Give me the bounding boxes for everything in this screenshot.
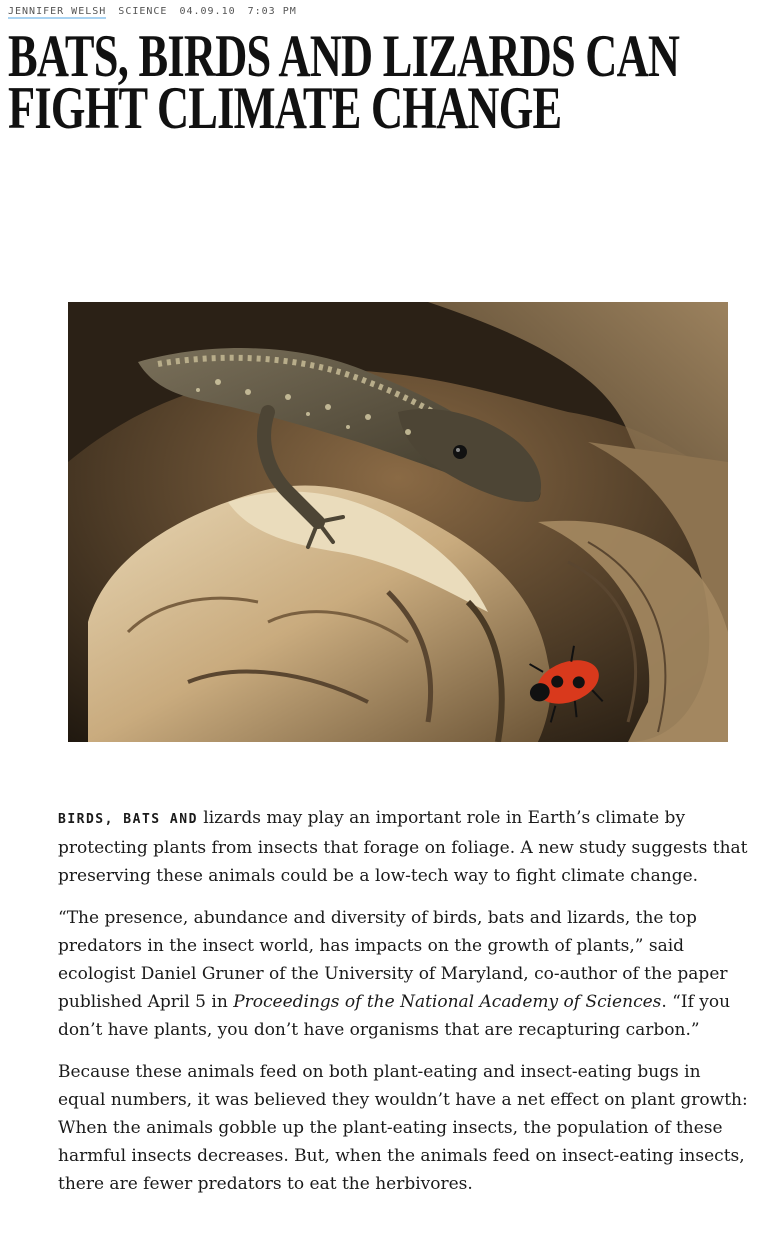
paragraph-1-text: lizards may play an important role in Earth’s climate by protecting plants from insects that forage on foliage. A new study suggests that preserving these animals could be a low-tech way to fight climate change. [58,808,748,886]
author-link[interactable]: JENNIFER WELSH [8,6,107,17]
paragraph-1 [58,804,748,890]
lizard-photo-icon [68,302,728,742]
paragraph-2-text-before: “The presence, abundance and diversity of birds, bats and lizards, the top predators in the insect world, has impacts on the growth of plants,” said ecologist Daniel Gruner of the University of Maryland, co-author of the paper published April 5 in [58,908,728,1012]
paragraph-3: Because these animals feed on both plant-eating and insect-eating bugs in equal numbers, it was believed they wouldn’t have a net effect on plant growth: When the animals gobble up the plant-eating insects, the population of these harmful insects decreases. But, when the animals feed on insect-eating insects, there are fewer predators to eat the herbivores. [58,1062,748,1194]
byline [8,6,297,19]
hero-image [68,302,728,742]
journal-title: Proceedings of the National Academy of Sciences [233,992,662,1012]
paragraph-2 [58,904,748,1044]
article-body [58,804,748,1212]
paragraph-2-text-after: . “If you don’t have plants, you don’t have organisms that are recapturing carbon.” [58,992,731,1040]
category-link[interactable]: SCIENCE [118,6,168,17]
publish-time: 7:03 PM [247,6,297,17]
headline: BATS, BIRDS AND LIZARDS CAN FIGHT CLIMATE CHANGE [8,23,680,141]
lead-in: BIRDS, BATS AND [58,812,198,827]
publish-date: 04.09.10 [179,6,236,17]
